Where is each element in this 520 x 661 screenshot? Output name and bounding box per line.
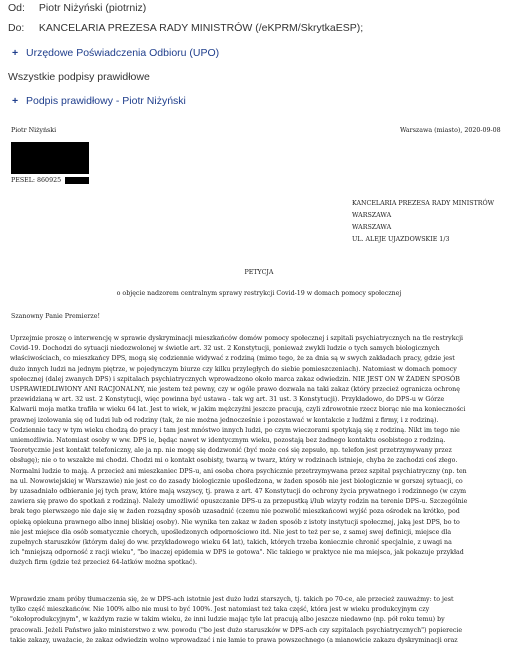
text-line: "okołoprodukcyjnym", w każdym razie w takim wieku, że inni ludzie mając tyle lat pracują albo jeszcze niedawno (np. pół roku temu) by (10, 616, 445, 624)
text-line: uniemożliwia. Natomiast osoby w ww. DPS ie, będąc nawet w identycznym wieku, pozostają bez żadnego kontaktu osobistego z rodziną. (10, 437, 446, 445)
text-line: przewidzianą w art. 32 ust. 2 Konstytucji, więc powinna być ustawa - tak wg art. 31 ust. 3 Konstytucji). Przykładowo, do DPS-u w Górze (10, 396, 445, 404)
signature-item-link[interactable] (12, 95, 186, 107)
redacted-address-block (11, 142, 89, 174)
from-value: Piotr Niżyński (piotrniz) (38, 2, 147, 14)
signatures-status: Wszystkie podpisy prawidłowe (8, 71, 150, 83)
paragraph-1 (10, 334, 508, 569)
paragraph-2 (10, 595, 508, 646)
text-line: Normalni ludzie to mają. A przecież ani mieszkaniec DPS-u, ani osoba chora psychicznie przetrzymywana przez szpital psychiatryczny (np. ten (10, 467, 467, 475)
recipient-line: WARSZAWA (352, 224, 392, 231)
text-line: Uprzejmie proszę o interwencję w sprawie dyskryminacji mieszkańców domów pomocy społecznej i szpitali psychiatrycznych na tle restrykcji (10, 335, 464, 342)
text-line: na ul. Nowowiejskiej w Warszawie) nie jest co do zasady biologicznie upośledzona, w żaden sposób nie jest biologicznie w gorszej sytuacji, co (10, 477, 463, 485)
expand-plus-icon: + (12, 95, 19, 107)
to-row (8, 22, 363, 34)
text-line: USPRAWIEDLIWIONY ANI RACJONALNY, nie jestem też pewny, czy w ogóle prawo dozwala na taki zakaz (który przecież ogranicza ochronę (10, 386, 460, 394)
text-line: tylko część mieszkańców. Nie 100% albo nie musi to być 100%. Jest natomiast też taka część, która jest w wieku produkcyjnym czy (10, 606, 430, 614)
text-line: opieką opiekuna prawnego albo innej bliskiej osoby). Nie wynika ten zakaz w żaden sposób z istoty instytucji społecznej, jaką jest DPS, bo to (10, 518, 460, 526)
recipient-line: UL. ALEJE UJAZDOWSKIE 1/3 (352, 236, 450, 243)
text-line: takie zakazy, uważacie, że zakaz odwiedzin wolno wprowadzać i nie łamie to prawa powszechnego (a mianowicie zakazu dyskryminacji oraz (10, 636, 458, 644)
text-line: dużych firm (gdzie też przecież 64-latków można spotkać). (10, 559, 198, 567)
petition-title: PETYCJA (244, 269, 274, 276)
text-line: prawnej izolowania się od ludzi lub od rodziny (tak, że nie można jednocześnie i pozostawać w kontakcie z ludźmi z firmy, i z rodziną). (10, 416, 439, 424)
text-line: zupełnych staruszków (którym dalej do ww. przykładowego wieku 64 lat), takich, których trzeba koniecznie chronić specjalnie, z uwagi na (10, 539, 452, 547)
expand-plus-icon: + (12, 47, 19, 59)
text-line: pracowali. Jeżeli Państwo jako ministerstwo z ww. powodu ("bo jest dużo staruszków w DPS-ach czy szpitalach psychiatrycznych") popierecie (10, 626, 463, 634)
text-line: ich "mniejszą odporność z racji wieku", "bo inaczej epidemia w DPS ie gotowa". Nic takiego w praktyce nie ma miejsca, jak pokazuje przykład (10, 549, 464, 557)
text-line: Covid-19. Dochodzi do sytuacji niedozwolonej w świetle art. 32 ust. 2 Konstytucji, ponieważ zwykli ludzie o tych samych biologicznych (10, 345, 440, 353)
upo-attachment-link[interactable] (12, 47, 219, 59)
text-line: brak tego pierwszego nie daje się w żaden rozsądny sposób uzasadnić (czemu nie pozwolić mieszkańcowi wyjść poza ośrodek na krótko, pod (10, 508, 460, 516)
redacted-pesel (65, 177, 89, 184)
petition-subtitle: o objęcie nadzorem centralnym sprawy restrykcji Covid-19 w domach pomocy społecznej (116, 290, 402, 297)
place-date: Warszawa (miasto), 2020-09-08 (400, 127, 501, 134)
text-line: społecznej (dalej zwanych DPS) i szpitalach psychiatrycznych wprowadzono około marca zakaz odwiedzin. NIE JEST ON W ŻADEN SPOSÓB (10, 375, 460, 383)
to-label: Do: (8, 22, 25, 34)
from-row (8, 2, 146, 14)
upo-attachment-label: Urzędowe Poświadczenia Odbioru (UPO) (26, 47, 220, 59)
pesel-label: PESEL: 860925 (11, 177, 62, 184)
recipient-line: KANCELARIA PREZESA RADY MINISTRÓW (352, 200, 495, 207)
text-line: by uzasadniało odbieranie jej tych praw, które mają wszyscy, tj. prawa z art. 47 Konstytucji do ochrony życia prywatnego i rodzinnego (w czym (10, 488, 467, 496)
signature-item-label: Podpis prawidłowy - Piotr Niżyński (26, 95, 186, 107)
text-line: Kalwarii moja matka trafiła w wieku 64 lat. Jest to wiek, w jakim mężczyźni jeszcze pracują, czyli zdrowotnie rzecz biorąc nie ma konieczności (10, 406, 466, 414)
recipient-line: WARSZAWA (352, 212, 392, 219)
text-line: zawiera się prawo do spotkań z rodziną). Należy umożliwić opuszczanie DPS-u za przepustką i/lub wizyty rodzin na terenie DPS-u. Szczególnie (10, 498, 468, 506)
letter-document (10, 126, 510, 661)
text-line: właściwościach, co mieszkańcy DPS, mogą się codziennie widywać z rodziną (mimo tego, że za dnia są w swych zakładach pracy, gdzie jest (10, 355, 455, 363)
text-line: dużo innych ludzi na jednym piętrze, w pojedynczym biurze czy kilku przyległych do siebie pomieszczeniach). Natomiast w domach pomocy (10, 365, 457, 373)
to-value: KANCELARIA PREZESA RADY MINISTRÓW (/eKPRM/SkrytkaESP); (38, 22, 364, 34)
sender-name: Piotr Niżyński (11, 127, 57, 134)
text-line: Wprawdzie znam próby tłumaczenia się, że w DPS-ach istotnie jest dużo ludzi starszych, tj. takich po 70-ce, ale przecież zauważmy: to jest (10, 596, 454, 603)
text-line: obsługę); nie o to wszakże mi chodzi. Chodzi mi o kontakt osobisty, twarzą w twarz, który w rodzinach istnieje, chyba że zachodzi coś złego. (10, 457, 458, 465)
salutation: Szanowny Panie Premierze! (11, 313, 101, 320)
text-line: nie jest miejsce dla osób somatycznie chorych, upośledzonych odpornościowo itd. Nie jest to też per se, z samej swej definicji, miejsce dla (10, 528, 452, 536)
from-label: Od: (8, 2, 25, 14)
text-line: Teoretycznie jest kontakt telefoniczny, ale ja np. nie mogę się dodzwonić (być może coś się zepsuło, np. telefon jest przetrzymywany przez (10, 447, 452, 455)
text-line: Codziennie tacy w tym wieku chodzą do pracy i tam jest mnóstwo innych ludzi, po czym wieczorami spotykają się z rodziną. Nikt im tego nie (10, 426, 460, 434)
